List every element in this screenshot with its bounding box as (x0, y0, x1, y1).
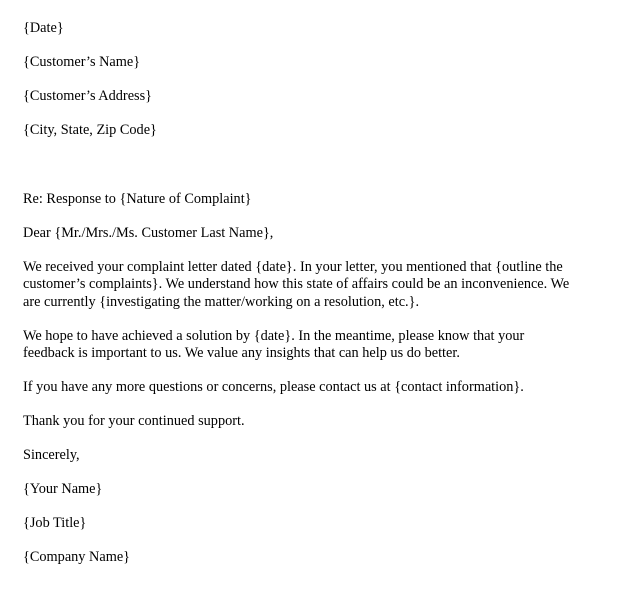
paragraph-line: customer’s complaints}. We understand how this state of affairs could be an inconvenience. We (23, 276, 570, 293)
paragraph-thanks: Thank you for your continued support. (23, 412, 245, 429)
paragraph-solution-timeline (23, 328, 608, 363)
closing-line: Sincerely, (23, 446, 80, 463)
paragraph-line: feedback is important to us. We value any insights that can help us do better. (23, 345, 460, 362)
letter-body (23, 20, 608, 566)
salutation-line: Dear {Mr./Mrs./Ms. Customer Last Name}, (23, 225, 274, 242)
date-line: {Date} (23, 20, 64, 36)
paragraph-line: are currently {investigating the matter/working on a resolution, etc.}. (23, 293, 420, 310)
city-state-zip-line: {City, State, Zip Code} (23, 121, 157, 138)
your-name-line: {Your Name} (23, 480, 103, 497)
customer-name-line: {Customer’s Name} (23, 53, 141, 70)
paragraph-line: We hope to have achieved a solution by {date}. In the meantime, please know that your (23, 327, 525, 344)
paragraph-contact: If you have any more questions or concerns, please contact us at {contact information}. (23, 378, 524, 395)
subject-line: Re: Response to {Nature of Complaint} (23, 191, 252, 208)
paragraph-line: We received your complaint letter dated {date}. In your letter, you mentioned that {outline the (23, 258, 563, 275)
paragraph-complaint-received (23, 259, 608, 311)
customer-address-line: {Customer’s Address} (23, 87, 153, 104)
company-name-line: {Company Name} (23, 548, 131, 565)
job-title-line: {Job Title} (23, 514, 87, 531)
